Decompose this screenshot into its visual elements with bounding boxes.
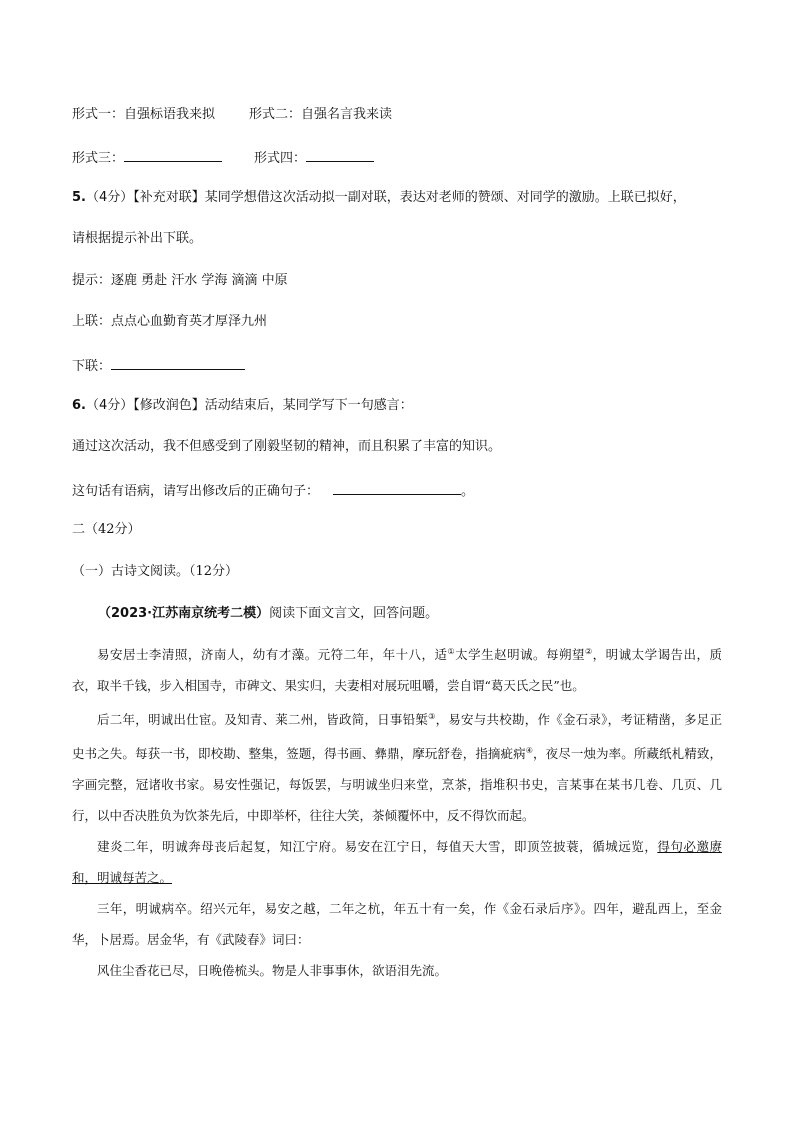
q6-text: 活动结束后，某同学写下一句感言：: [204, 398, 413, 413]
p1-part-b: 太学生赵明诚。每朔望: [455, 647, 585, 663]
q6-end-mark: 。: [461, 484, 475, 499]
form-one: 形式一：自强标语我来拟: [72, 107, 216, 122]
p2-part-b: ，易安与共校勘，作《金石录》，考证精凿，多足正史书之失。每获一书，即校勘、整集，签题，得书画、彝鼎，摩玩舒卷，指摘疵病: [72, 712, 722, 762]
q5-hint: [72, 272, 288, 290]
q5-lower-blank[interactable]: [111, 355, 245, 370]
q5-lower-label: 下联：: [72, 359, 112, 374]
form-four-blank[interactable]: [306, 147, 374, 162]
section-2-title: [72, 521, 141, 539]
q6-prompt-text: 这句话有语病，请写出修改后的正确句子：: [72, 484, 320, 499]
p3-underlined-sentence: 得句必邀赓和，明诚每苦之。: [72, 839, 722, 886]
question-5-line-1: [72, 189, 686, 207]
passage-paragraph-5: [72, 955, 722, 986]
question-5-line-2: [72, 230, 202, 248]
q5-text-2: 请根据提示补出下联。: [72, 231, 203, 246]
form-two: 形式二：自强名言我来读: [249, 107, 393, 122]
section-2-subtitle: [72, 563, 238, 581]
section-2-subtitle-text: （一）古诗文阅读。（12分）: [72, 564, 239, 579]
q6-tag: 【修改润色】: [133, 398, 205, 413]
p4-text: 三年，明诚病卒。绍兴元年，易安之越，二年之杭，年五十有一矣，作《金石录后序》。四年，避乱西上，至金华，卜居焉。居金华，有《武陵春》词曰：: [72, 901, 722, 948]
note-1: ①: [447, 647, 456, 656]
q6-number: 6.: [72, 398, 86, 413]
p1-part-c: ，明诚太学谒告出，质衣，取半千钱，步入相国寺，市碑文、果实归，夫妻相对展玩咀嚼，尝自谓“葛天氏之民”也。: [72, 647, 722, 694]
passage-paragraph-4: [72, 893, 722, 955]
p3-part-a: 建炎二年，明诚奔母丧后起复，知江宁府。易安在江宁日，每值天大雪，即顶笠披蓑，循城远览，: [97, 839, 658, 855]
q5-text: 某同学想借这次活动拟一副对联，表达对老师的赞颂、对同学的激励。上联已拟好，: [204, 190, 686, 205]
form-three: 形式三：: [72, 151, 125, 166]
passage-source: （2023·江苏南京统考二模）: [98, 606, 270, 621]
q6-sentence: [72, 438, 501, 456]
p1-part-a: 易安居士李清照，济南人，幼有才藻。元符二年，年十八，适: [97, 647, 448, 663]
q6-score: （4分）: [85, 398, 134, 413]
q6-prompt: [72, 480, 474, 501]
passage-paragraph-1: [72, 636, 722, 701]
classical-passage: [72, 636, 722, 986]
passage-instruction-text: 阅读下面文言文，回答问题。: [269, 606, 439, 621]
p2-part-a: 后二年，明诚出仕宦。及知青、莱二州，皆政简，日事铅椠: [97, 712, 429, 728]
passage-instruction: [98, 605, 438, 623]
forms-row-1: [72, 106, 392, 124]
q5-upper-text: 上联：点点心血勤育英才厚泽九州: [72, 314, 268, 329]
note-4: ④: [525, 746, 534, 756]
q5-hint-text: 提示：逐鹿 勇赴 汗水 学海 滴滴 中原: [72, 273, 288, 288]
section-2-title-text: 二（42分）: [72, 522, 141, 537]
q6-sentence-text: 通过这次活动，我不但感受到了刚毅坚韧的精神，而且积累了丰富的知识。: [72, 439, 502, 454]
q5-lower-couplet: [72, 355, 245, 376]
forms-row-2: [72, 147, 374, 168]
p2-part-c: ，夜尽一烛为率。所藏纸札精致，字画完整，冠诸收书家。易安性强记，每饭罢，与明诚坐归来堂，烹茶，指堆积书史，言某事在某书几卷、几页、几行，以中否决胜负为饮茶先后，中即举杯，往往大笑，茶倾覆怀中，反不得饮而起。: [72, 746, 722, 824]
form-four: 形式四：: [254, 151, 307, 166]
p5-poem: 风住尘香花已尽，日晚倦梳头。物是人非事事休，欲语泪先流。: [97, 963, 448, 979]
passage-paragraph-3: [72, 831, 722, 893]
q5-score: （4分）: [85, 190, 134, 205]
passage-paragraph-2: [72, 701, 722, 831]
note-2: ②: [585, 647, 593, 656]
question-6-line-1: [72, 397, 413, 415]
note-3: ③: [428, 712, 436, 722]
form-three-blank[interactable]: [124, 147, 222, 162]
q5-upper-couplet: [72, 313, 267, 331]
q6-answer-blank[interactable]: [333, 480, 461, 495]
q5-number: 5.: [72, 190, 86, 205]
q5-tag: 【补充对联】: [133, 190, 205, 205]
